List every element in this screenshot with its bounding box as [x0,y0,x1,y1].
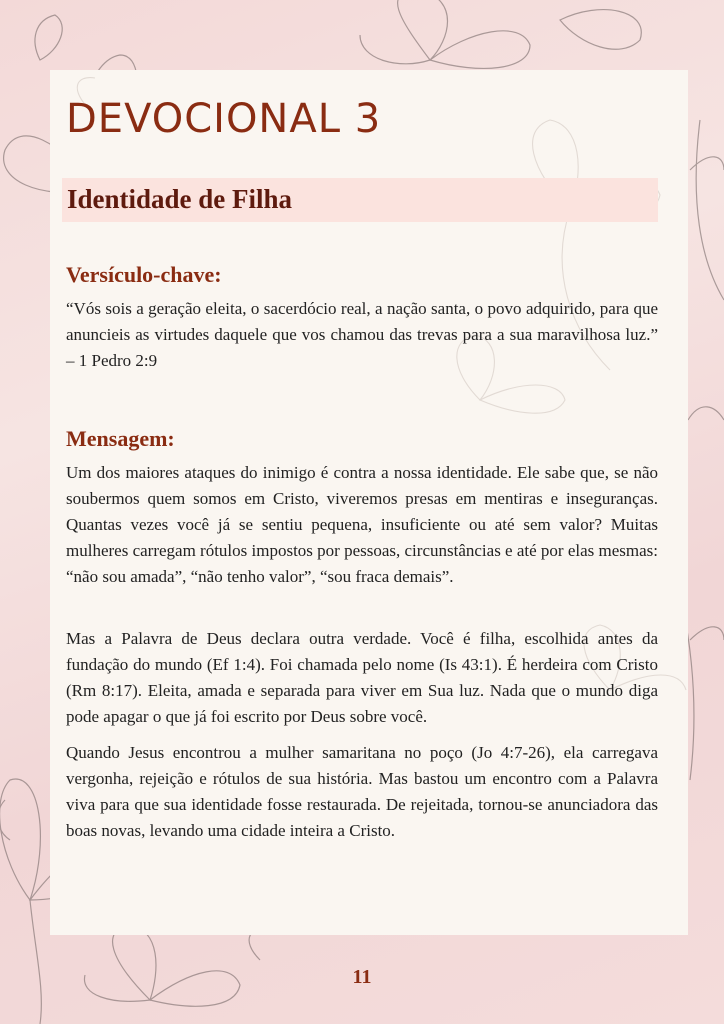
message-heading: Mensagem: [66,426,175,451]
verse-text: “Vós sois a geração eleita, o sacerdócio real, a nação santa, o povo adquirido, para que anuncieis as virtudes daquele que vos chamou das trevas para a sua maravilhosa luz.” – 1 Pedro 2:9 [66,299,658,370]
content-card [50,70,688,935]
devotional-subtitle: Identidade de Filha [67,184,293,214]
verse-heading: Versículo-chave: [66,262,222,287]
message-paragraph-3: Quando Jesus encontrou a mulher samaritana no poço (Jo 4:7-26), ela carregava vergonha, rejeição e rótulos de sua história. Mas bastou um encontro com a Palavra viva para que sua identidade fosse restaurada. De rejeitada, tornou-se anunciadora das boas novas, levando uma cidade inteira a Cristo. [66,743,658,840]
page-title: DEVOCIONAL 3 [66,96,382,142]
message-paragraph-2: Mas a Palavra de Deus declara outra verdade. Você é filha, escolhida antes da fundação do mundo (Ef 1:4). Foi chamada pelo nome (Is 43:1). É herdeira com Cristo (Rm 8:17). Eleita, amada e separada para viver em Sua luz. Nada que o mundo diga pode apagar o que já foi escrito por Deus sobre você. [66,629,658,726]
message-paragraph-1: Um dos maiores ataques do inimigo é contra a nossa identidade. Ele sabe que, se não soubermos quem somos em Cristo, viveremos presas em mentiras e inseguranças. Quantas vezes você já se sentiu pequena, insuficiente ou até sem valor? Muitas mulheres carregam rótulos impostos por pessoas, circunstâncias e até por elas mesmas: “não sou amada”, “não tenho valor”, “sou fraca demais”. [66,463,658,586]
subtitle-banner [62,178,658,222]
page-number: 11 [352,966,372,988]
